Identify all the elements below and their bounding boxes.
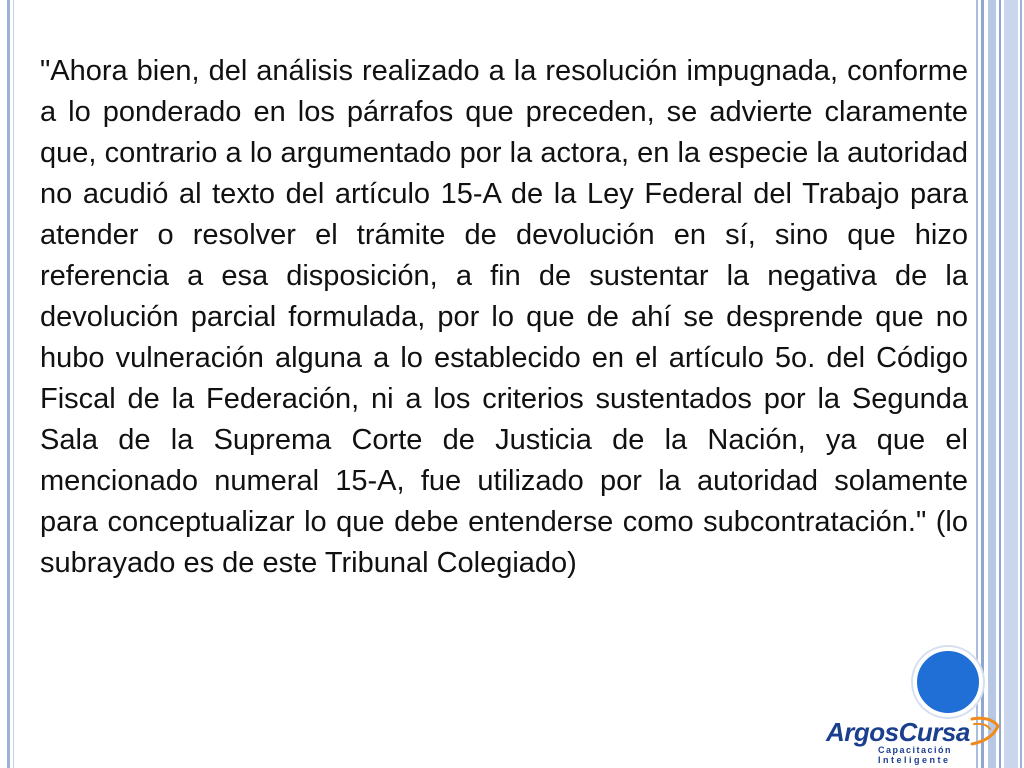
right-decorative-border bbox=[976, 0, 1024, 768]
left-border-line-thin bbox=[13, 0, 14, 768]
argoscursa-logo bbox=[822, 716, 1002, 766]
quote-text: "Ahora bien, del análisis realizado a la resolución impugnada, conforme a lo ponderado en los párrafos que preceden, se advierte claramente que, contrario a lo argumentado por la actora, en la especie la autoridad no acudió al texto del artículo 15-A de la Ley Federal del Trabajo para atender o resolver el trámite de devolución en sí, sino que hizo referencia a esa disposición, a fin de sustentar la negativa de la devolución parcial formulada, por lo que de ahí se desprende que no hubo vulneración alguna a lo establecido en el artículo 5o. del Código Fiscal de la Federación, ni a los criterios sustentados por la Segunda Sala de la Suprema Corte de Justicia de la Nación, ya que el mencionado numeral 15-A, fue utilizado por la autoridad solamente para conceptualizar lo que debe entenderse como subcontratación." (lo subrayado es de este Tribunal Colegiado) bbox=[40, 55, 968, 579]
decorative-circle bbox=[913, 647, 983, 717]
left-border-line bbox=[7, 0, 10, 768]
logo-tagline-1: Capacitación bbox=[878, 745, 953, 755]
logo-name: ArgosCursa bbox=[826, 717, 970, 747]
logo-tagline-2: Inteligente bbox=[878, 755, 951, 765]
